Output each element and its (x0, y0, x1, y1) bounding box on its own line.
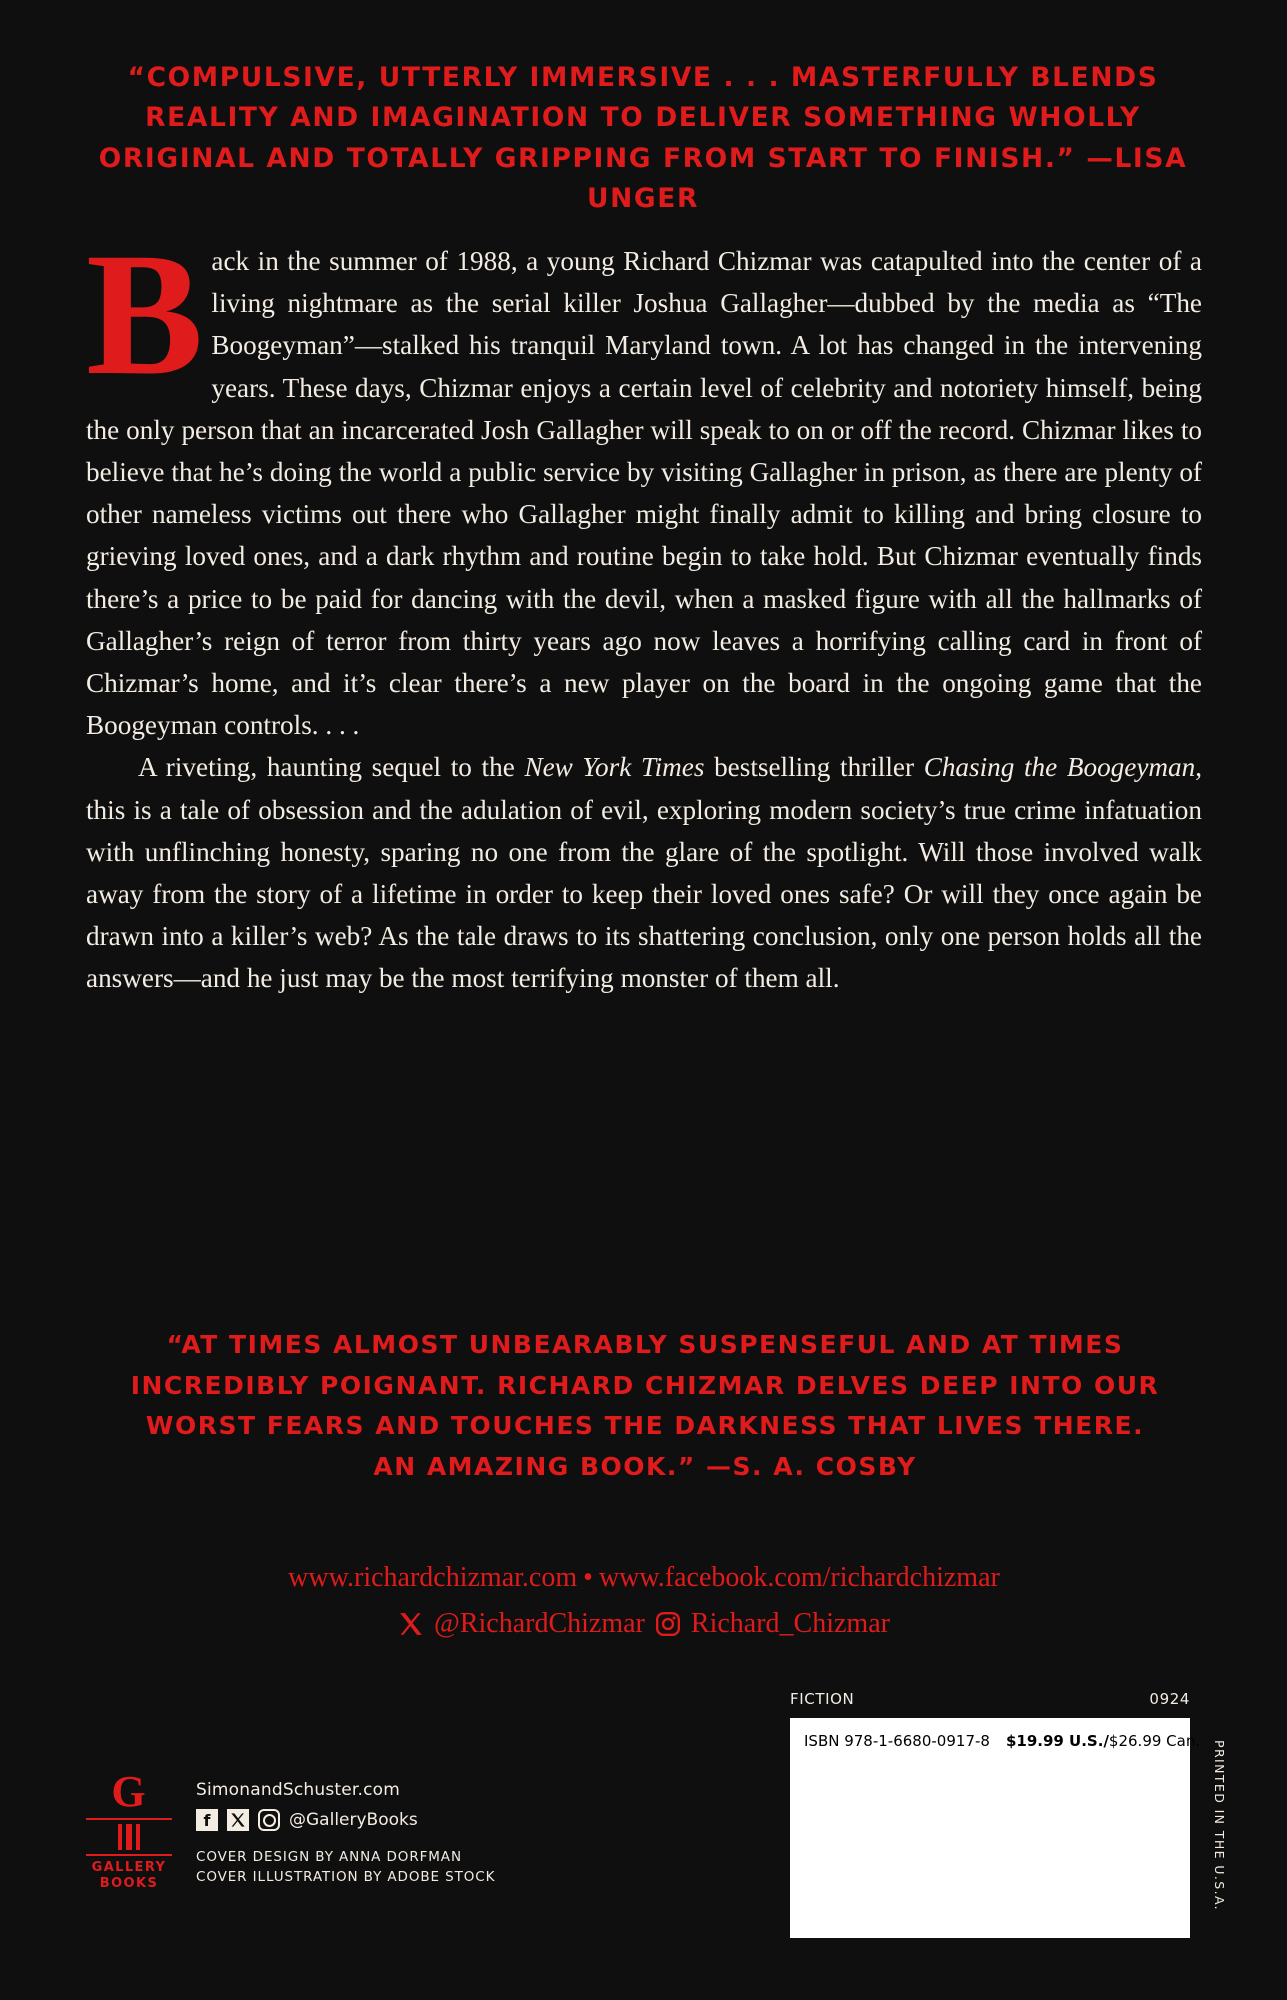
author-links-row-one (86, 1558, 1202, 1599)
publisher-social-row (196, 1809, 495, 1831)
barcode-code: 0924 (1149, 1690, 1190, 1708)
logo-pillar-icon (112, 1824, 146, 1850)
publisher-info (196, 1770, 495, 1888)
paragraph-2-part-3: , this is a tale of obsession and the adulation of evil, exploring modern society’s true crime infatuation with unflinching honesty, sparing no one from the glare of the spotlight. Will those involved walk away from the story of a lifetime in order to keep their loved ones safe? Or will they once again be drawn into a killer’s web? As the tale draws to its shattering conclusion, only one person holds all the answers—and he just may be the most terrifying monster of them all. (86, 752, 1203, 994)
author-links (86, 1558, 1202, 1644)
title-new-york-times: New York Times (524, 752, 705, 783)
top-review-blurb: “COMPULSIVE, UTTERLY IMMERSIVE . . . MASTERFULLY BLENDS REALITY AND IMAGINATION TO DELIVER SOMETHING WHOLLY ORIGINAL AND TOTALLY GRIPPING FROM START TO FINISH.” —LISA UNGER (98, 62, 1188, 214)
barcode-box (790, 1718, 1201, 1938)
cover-design-credit: COVER DESIGN BY ANNA DORFMAN (196, 1849, 462, 1865)
paragraph-2-part-1: A riveting, haunting sequel to the (138, 752, 525, 783)
logo-rule-top (86, 1818, 172, 1820)
paragraph-1-text: ack in the summer of 1988, a young Richard Chizmar was catapulted into the center of a living nightmare as the serial killer Joshua Gallagher—dubbed by the media as “The Boogeyman”—stalked his tranquil Maryland town. A lot has changed in the intervening years. These days, Chizmar enjoys a certain level of celebrity and notoriety himself, being the only person that an incarcerated Josh Gallagher will speak to on or off the record. Chizmar likes to believe that he’s doing the world a public service by visiting Gallagher in prison, as there are plenty of other nameless victims out there who Gallagher might finally admit to killing and bring closure to grieving loved ones, and a dark rhythm and routine begin to take hold. But Chizmar eventually finds there’s a price to be paid for dancing with the devil, when a masked figure with all the hallmarks of Gallagher’s reign of terror from thirty years ago now leaves a horrifying calling card in front of Chizmar’s home, and it’s clear there’s a new player on the board in the ongoing game that the Boogeyman controls. . . . (86, 246, 1202, 741)
instagram-icon (655, 1611, 681, 1637)
gallery-books-logo (86, 1767, 172, 1893)
isbn-number: ISBN 978-1-6680-0917-8 (804, 1732, 990, 1750)
logo-rule-bottom (86, 1854, 172, 1856)
instagram-icon-small[interactable] (258, 1809, 280, 1831)
x-twitter-icon (398, 1611, 424, 1637)
printed-in-label: PRINTED IN THE U.S.A. (1212, 1740, 1227, 1912)
price-can: $26.99 Can. (1108, 1732, 1201, 1750)
publisher-website[interactable]: SimonandSchuster.com (196, 1780, 401, 1800)
logo-name-line-1: GALLERY (91, 1860, 167, 1875)
cover-credits (196, 1847, 495, 1888)
jacket-copy-paragraph-1 (86, 217, 1202, 746)
title-chasing-the-boogeyman: Chasing the Boogeyman (923, 752, 1196, 783)
instagram-handle-link[interactable]: Richard_Chizmar (690, 1607, 890, 1639)
jacket-copy-paragraph-2 (86, 746, 1202, 999)
link-separator: • (583, 1562, 593, 1593)
bottom-review-blurb: “AT TIMES ALMOST UNBEARABLY SUSPENSEFUL AND AT TIMES INCREDIBLY POIGNANT. RICHARD CHIZMAR DELVES DEEP INTO OUR WORST FEARS AND TOUCHES THE DARKNESS THAT LIVES THERE. AN AMAZING BOOK.” —S. A. COSBY (130, 1330, 1160, 1481)
drop-cap-letter: B (86, 217, 202, 412)
jacket-copy (86, 217, 1203, 1000)
facebook-icon[interactable]: f (196, 1809, 218, 1831)
x-handle-link[interactable]: @RichardChizmar (434, 1607, 645, 1639)
barcode-header (790, 1690, 1190, 1708)
author-links-row-two (86, 1604, 1202, 1645)
logo-name-line-2: BOOKS (99, 1876, 159, 1892)
isbn-row (804, 1732, 1201, 1750)
x-twitter-icon-small[interactable] (227, 1809, 249, 1831)
paragraph-2-part-2: bestselling thriller (704, 752, 924, 783)
cover-illustration-credit: COVER ILLUSTRATION BY ADOBE STOCK (196, 1869, 496, 1886)
author-website-link[interactable]: www.richardchizmar.com (288, 1562, 578, 1593)
price-us: $19.99 U.S./ (1005, 1732, 1109, 1750)
publisher-social-handle[interactable]: @GalleryBooks (289, 1810, 418, 1830)
book-category: FICTION (790, 1690, 855, 1708)
author-facebook-link[interactable]: www.facebook.com/richardchizmar (598, 1562, 1000, 1593)
publisher-block (86, 1767, 496, 1893)
logo-letter: G (111, 1767, 147, 1816)
